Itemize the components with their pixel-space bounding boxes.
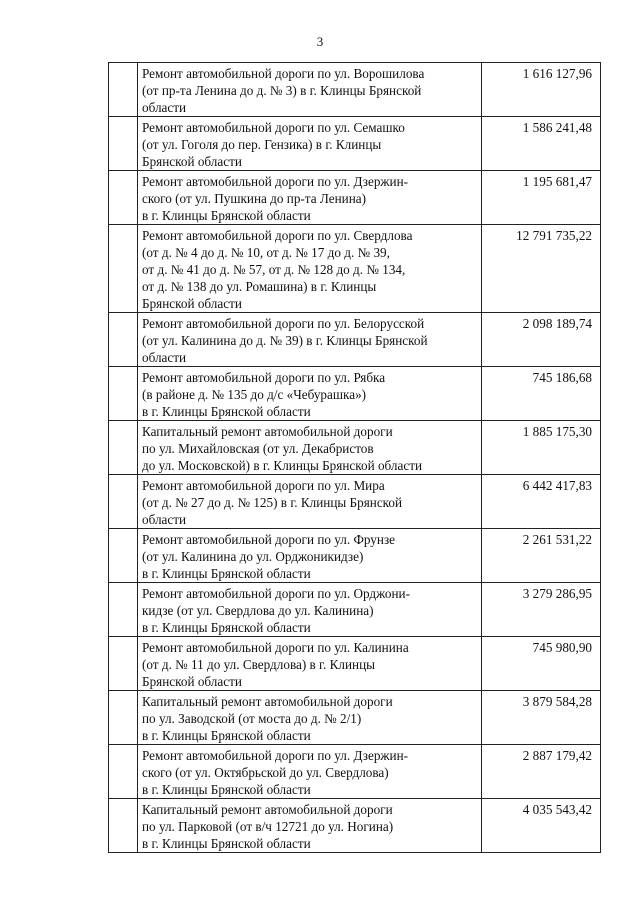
description-cell — [138, 583, 482, 637]
description-cell — [138, 529, 482, 583]
description-line: ского (от ул. Октябрьской до ул. Свердлова) — [142, 765, 389, 780]
description-cell — [138, 475, 482, 529]
description-line: от д. № 41 до д. № 57, от д. № 128 до д. № 134, — [142, 262, 406, 277]
row-number-cell — [109, 225, 138, 313]
description-cell — [138, 799, 482, 853]
description-line: по ул. Михайловская (от ул. Декабристов — [142, 441, 374, 456]
description-line: в г. Клинцы Брянской области — [142, 404, 311, 419]
table-row — [109, 313, 601, 367]
description-cell — [138, 171, 482, 225]
amount-cell: 2 887 179,42 — [482, 745, 601, 799]
description-line: по ул. Заводской (от моста до д. № 2/1) — [142, 711, 362, 726]
table-row — [109, 225, 601, 313]
description-line: Ремонт автомобильной дороги по ул. Фрунзе — [142, 532, 396, 547]
description-line: в г. Клинцы Брянской области — [142, 566, 311, 581]
description-line: Ремонт автомобильной дороги по ул. Дзержин- — [142, 748, 409, 763]
amount-cell: 12 791 735,22 — [482, 225, 601, 313]
description-cell — [138, 225, 482, 313]
table-row — [109, 63, 601, 117]
amount-cell: 1 195 681,47 — [482, 171, 601, 225]
amount-cell: 2 261 531,22 — [482, 529, 601, 583]
description-line: Капитальный ремонт автомобильной дороги — [142, 424, 393, 439]
row-number-cell — [109, 313, 138, 367]
description-line: Ремонт автомобильной дороги по ул. Ворошилова — [142, 66, 425, 81]
row-number-cell — [109, 421, 138, 475]
description-line: Ремонт автомобильной дороги по ул. Семашко — [142, 120, 405, 135]
description-line: Брянской области — [142, 154, 242, 169]
amount-cell: 4 035 543,42 — [482, 799, 601, 853]
description-line: в г. Клинцы Брянской области — [142, 782, 311, 797]
amount-cell: 1 586 241,48 — [482, 117, 601, 171]
row-number-cell — [109, 799, 138, 853]
table-row — [109, 691, 601, 745]
row-number-cell — [109, 583, 138, 637]
page-number: 3 — [316, 34, 324, 49]
description-line: области — [142, 350, 187, 365]
row-number-cell — [109, 691, 138, 745]
amount-cell: 1 616 127,96 — [482, 63, 601, 117]
description-line: (от д. № 11 до ул. Свердлова) в г. Клинцы — [142, 657, 375, 672]
description-line: Ремонт автомобильной дороги по ул. Свердлова — [142, 228, 413, 243]
row-number-cell — [109, 117, 138, 171]
description-line: кидзе (от ул. Свердлова до ул. Калинина) — [142, 603, 374, 618]
table-row — [109, 117, 601, 171]
description-cell — [138, 691, 482, 745]
description-line: (от ул. Калинина до д. № 39) в г. Клинцы Брянской — [142, 333, 428, 348]
row-number-cell — [109, 367, 138, 421]
description-line: Ремонт автомобильной дороги по ул. Орджони- — [142, 586, 410, 601]
description-line: Капитальный ремонт автомобильной дороги — [142, 802, 393, 817]
amount-cell: 2 098 189,74 — [482, 313, 601, 367]
description-line: области — [142, 512, 187, 527]
description-cell — [138, 63, 482, 117]
description-line: (в районе д. № 135 до д/с «Чебурашка») — [142, 387, 367, 402]
row-number-cell — [109, 475, 138, 529]
description-line: от д. № 138 до ул. Ромашина) в г. Клинцы — [142, 279, 377, 294]
table-row — [109, 421, 601, 475]
description-line: (от д. № 27 до д. № 125) в г. Клинцы Брянской — [142, 495, 403, 510]
amount-cell: 6 442 417,83 — [482, 475, 601, 529]
row-number-cell — [109, 637, 138, 691]
description-cell — [138, 745, 482, 799]
row-number-cell — [109, 745, 138, 799]
description-line: Брянской области — [142, 674, 242, 689]
description-line: Брянской области — [142, 296, 242, 311]
description-line: (от ул. Калинина до ул. Орджоникидзе) — [142, 549, 364, 564]
description-line: в г. Клинцы Брянской области — [142, 208, 311, 223]
table-row — [109, 583, 601, 637]
amount-cell: 3 279 286,95 — [482, 583, 601, 637]
description-line: (от д. № 4 до д. № 10, от д. № 17 до д. № 39, — [142, 245, 390, 260]
table-row — [109, 171, 601, 225]
table-row — [109, 799, 601, 853]
description-line: Ремонт автомобильной дороги по ул. Дзержин- — [142, 174, 409, 189]
table-row — [109, 475, 601, 529]
row-number-cell — [109, 529, 138, 583]
description-cell — [138, 117, 482, 171]
amount-cell: 745 186,68 — [482, 367, 601, 421]
row-number-cell — [109, 63, 138, 117]
description-line: области — [142, 100, 187, 115]
description-line: (от пр-та Ленина до д. № 3) в г. Клинцы Брянской — [142, 83, 422, 98]
table-row — [109, 529, 601, 583]
description-line: по ул. Парковой (от в/ч 12721 до ул. Ногина) — [142, 819, 394, 834]
description-line: до ул. Московской) в г. Клинцы Брянской области — [142, 458, 423, 473]
description-line: Капитальный ремонт автомобильной дороги — [142, 694, 393, 709]
description-line: (от ул. Гоголя до пер. Гензика) в г. Клинцы — [142, 137, 382, 152]
description-line: Ремонт автомобильной дороги по ул. Калинина — [142, 640, 409, 655]
amount-cell: 745 980,90 — [482, 637, 601, 691]
amount-cell: 1 885 175,30 — [482, 421, 601, 475]
description-line: в г. Клинцы Брянской области — [142, 620, 311, 635]
table-row — [109, 367, 601, 421]
description-cell — [138, 637, 482, 691]
table-row — [109, 637, 601, 691]
road-repair-table — [108, 62, 601, 853]
description-line: в г. Клинцы Брянской области — [142, 836, 311, 851]
description-cell — [138, 367, 482, 421]
amount-cell: 3 879 584,28 — [482, 691, 601, 745]
description-line: в г. Клинцы Брянской области — [142, 728, 311, 743]
row-number-cell — [109, 171, 138, 225]
description-line: ского (от ул. Пушкина до пр-та Ленина) — [142, 191, 366, 206]
description-line: Ремонт автомобильной дороги по ул. Мира — [142, 478, 385, 493]
table-row — [109, 745, 601, 799]
description-line: Ремонт автомобильной дороги по ул. Рябка — [142, 370, 386, 385]
description-cell — [138, 421, 482, 475]
description-line: Ремонт автомобильной дороги по ул. Белорусской — [142, 316, 425, 331]
description-cell — [138, 313, 482, 367]
table-body — [109, 63, 601, 853]
